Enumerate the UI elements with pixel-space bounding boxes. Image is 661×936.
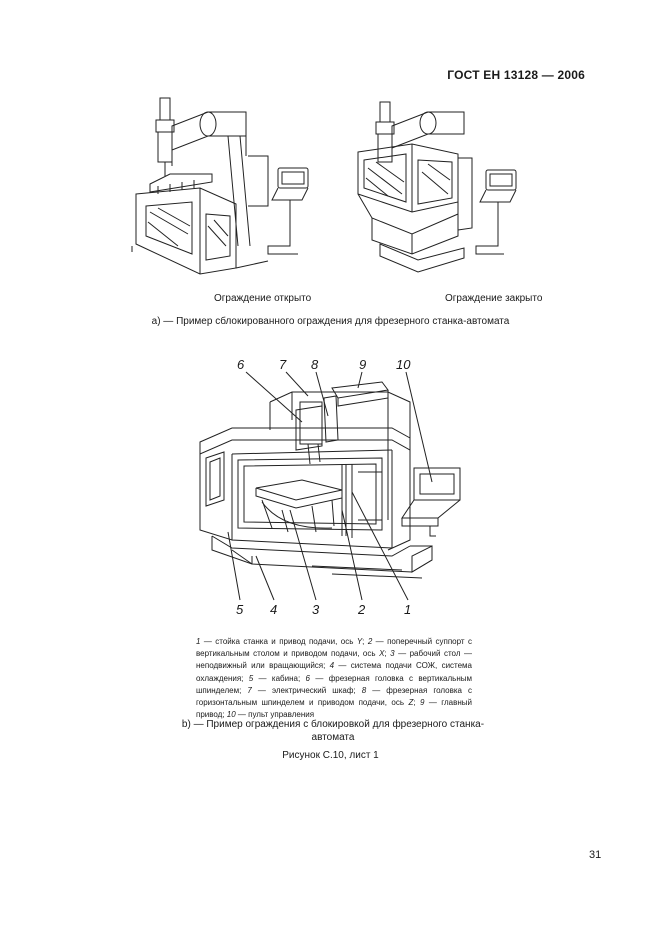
- legend-text: ;: [384, 649, 391, 659]
- callout-7: 7: [279, 357, 287, 372]
- legend-number: 5: [248, 673, 254, 683]
- legend-number: 8: [361, 685, 367, 695]
- legend-number: 10: [226, 710, 236, 720]
- legend-text: — рабочий стол — неподвижный или вращающийся;: [196, 649, 473, 671]
- callout-6: 6: [237, 357, 245, 372]
- label-guard-closed: Ограждение закрыто: [445, 293, 543, 304]
- legend-axis: Z: [408, 698, 414, 708]
- legend-number: 6: [305, 673, 310, 683]
- callout-1: 1: [404, 602, 412, 617]
- machine-guard-closed-drawing: [352, 98, 532, 288]
- legend-text: ;: [413, 698, 420, 708]
- legend-text: — главный привод;: [196, 698, 472, 720]
- legend-axis: Y: [356, 637, 363, 646]
- legend-number: 2: [367, 637, 373, 646]
- legend-text: ;: [362, 637, 368, 646]
- page-number: 31: [589, 849, 602, 861]
- legend-number: 3: [390, 649, 395, 659]
- legend-text: — электрический шкаф;: [251, 685, 362, 695]
- callout-9: 9: [359, 357, 367, 372]
- label-guard-open: Ограждение открыто: [214, 293, 312, 304]
- callout-4: 4: [270, 602, 278, 617]
- figure-caption: Рисунок С.10, лист 1: [282, 750, 379, 761]
- callout-8: 8: [311, 357, 319, 372]
- legend-number: 4: [329, 661, 335, 671]
- legend-number: 9: [419, 698, 425, 708]
- legend-text: — стойка станка и привод подачи, ось: [200, 637, 357, 646]
- legend-axis: X: [379, 649, 385, 659]
- legend-text: — фрезерная головка с горизонтальным шпинделем и приводом подачи, ось: [196, 685, 473, 708]
- legend-text: — система подачи СОЖ, система охлаждения;: [196, 661, 473, 683]
- caption-figure-b: b) — Пример ограждения с блокировкой для фрезерного станка-автомата: [181, 719, 485, 743]
- caption-figure-a: а) — Пример сблокированного ограждения для фрезерного станка-автомата: [151, 316, 510, 327]
- machine-guard-open-drawing: [128, 96, 318, 286]
- milling-machine-drawing: [192, 357, 472, 620]
- figure-legend: [196, 636, 472, 721]
- callout-10: 10: [396, 357, 411, 372]
- legend-number: 1: [196, 637, 201, 646]
- legend-text: — поперечный суппорт с вертикальным столом и приводом подачи, ось: [196, 637, 472, 659]
- legend-text: — фрезерная головка с вертикальным шпинделем;: [196, 673, 473, 695]
- callout-2: 2: [358, 602, 366, 617]
- legend-text: — кабина;: [253, 673, 306, 683]
- legend-number: 7: [247, 685, 252, 695]
- callout-3: 3: [312, 602, 320, 617]
- callout-5: 5: [236, 602, 244, 617]
- standard-header: ГОСТ ЕН 13128 — 2006: [447, 68, 585, 82]
- legend-text: — пульт управления: [235, 710, 315, 720]
